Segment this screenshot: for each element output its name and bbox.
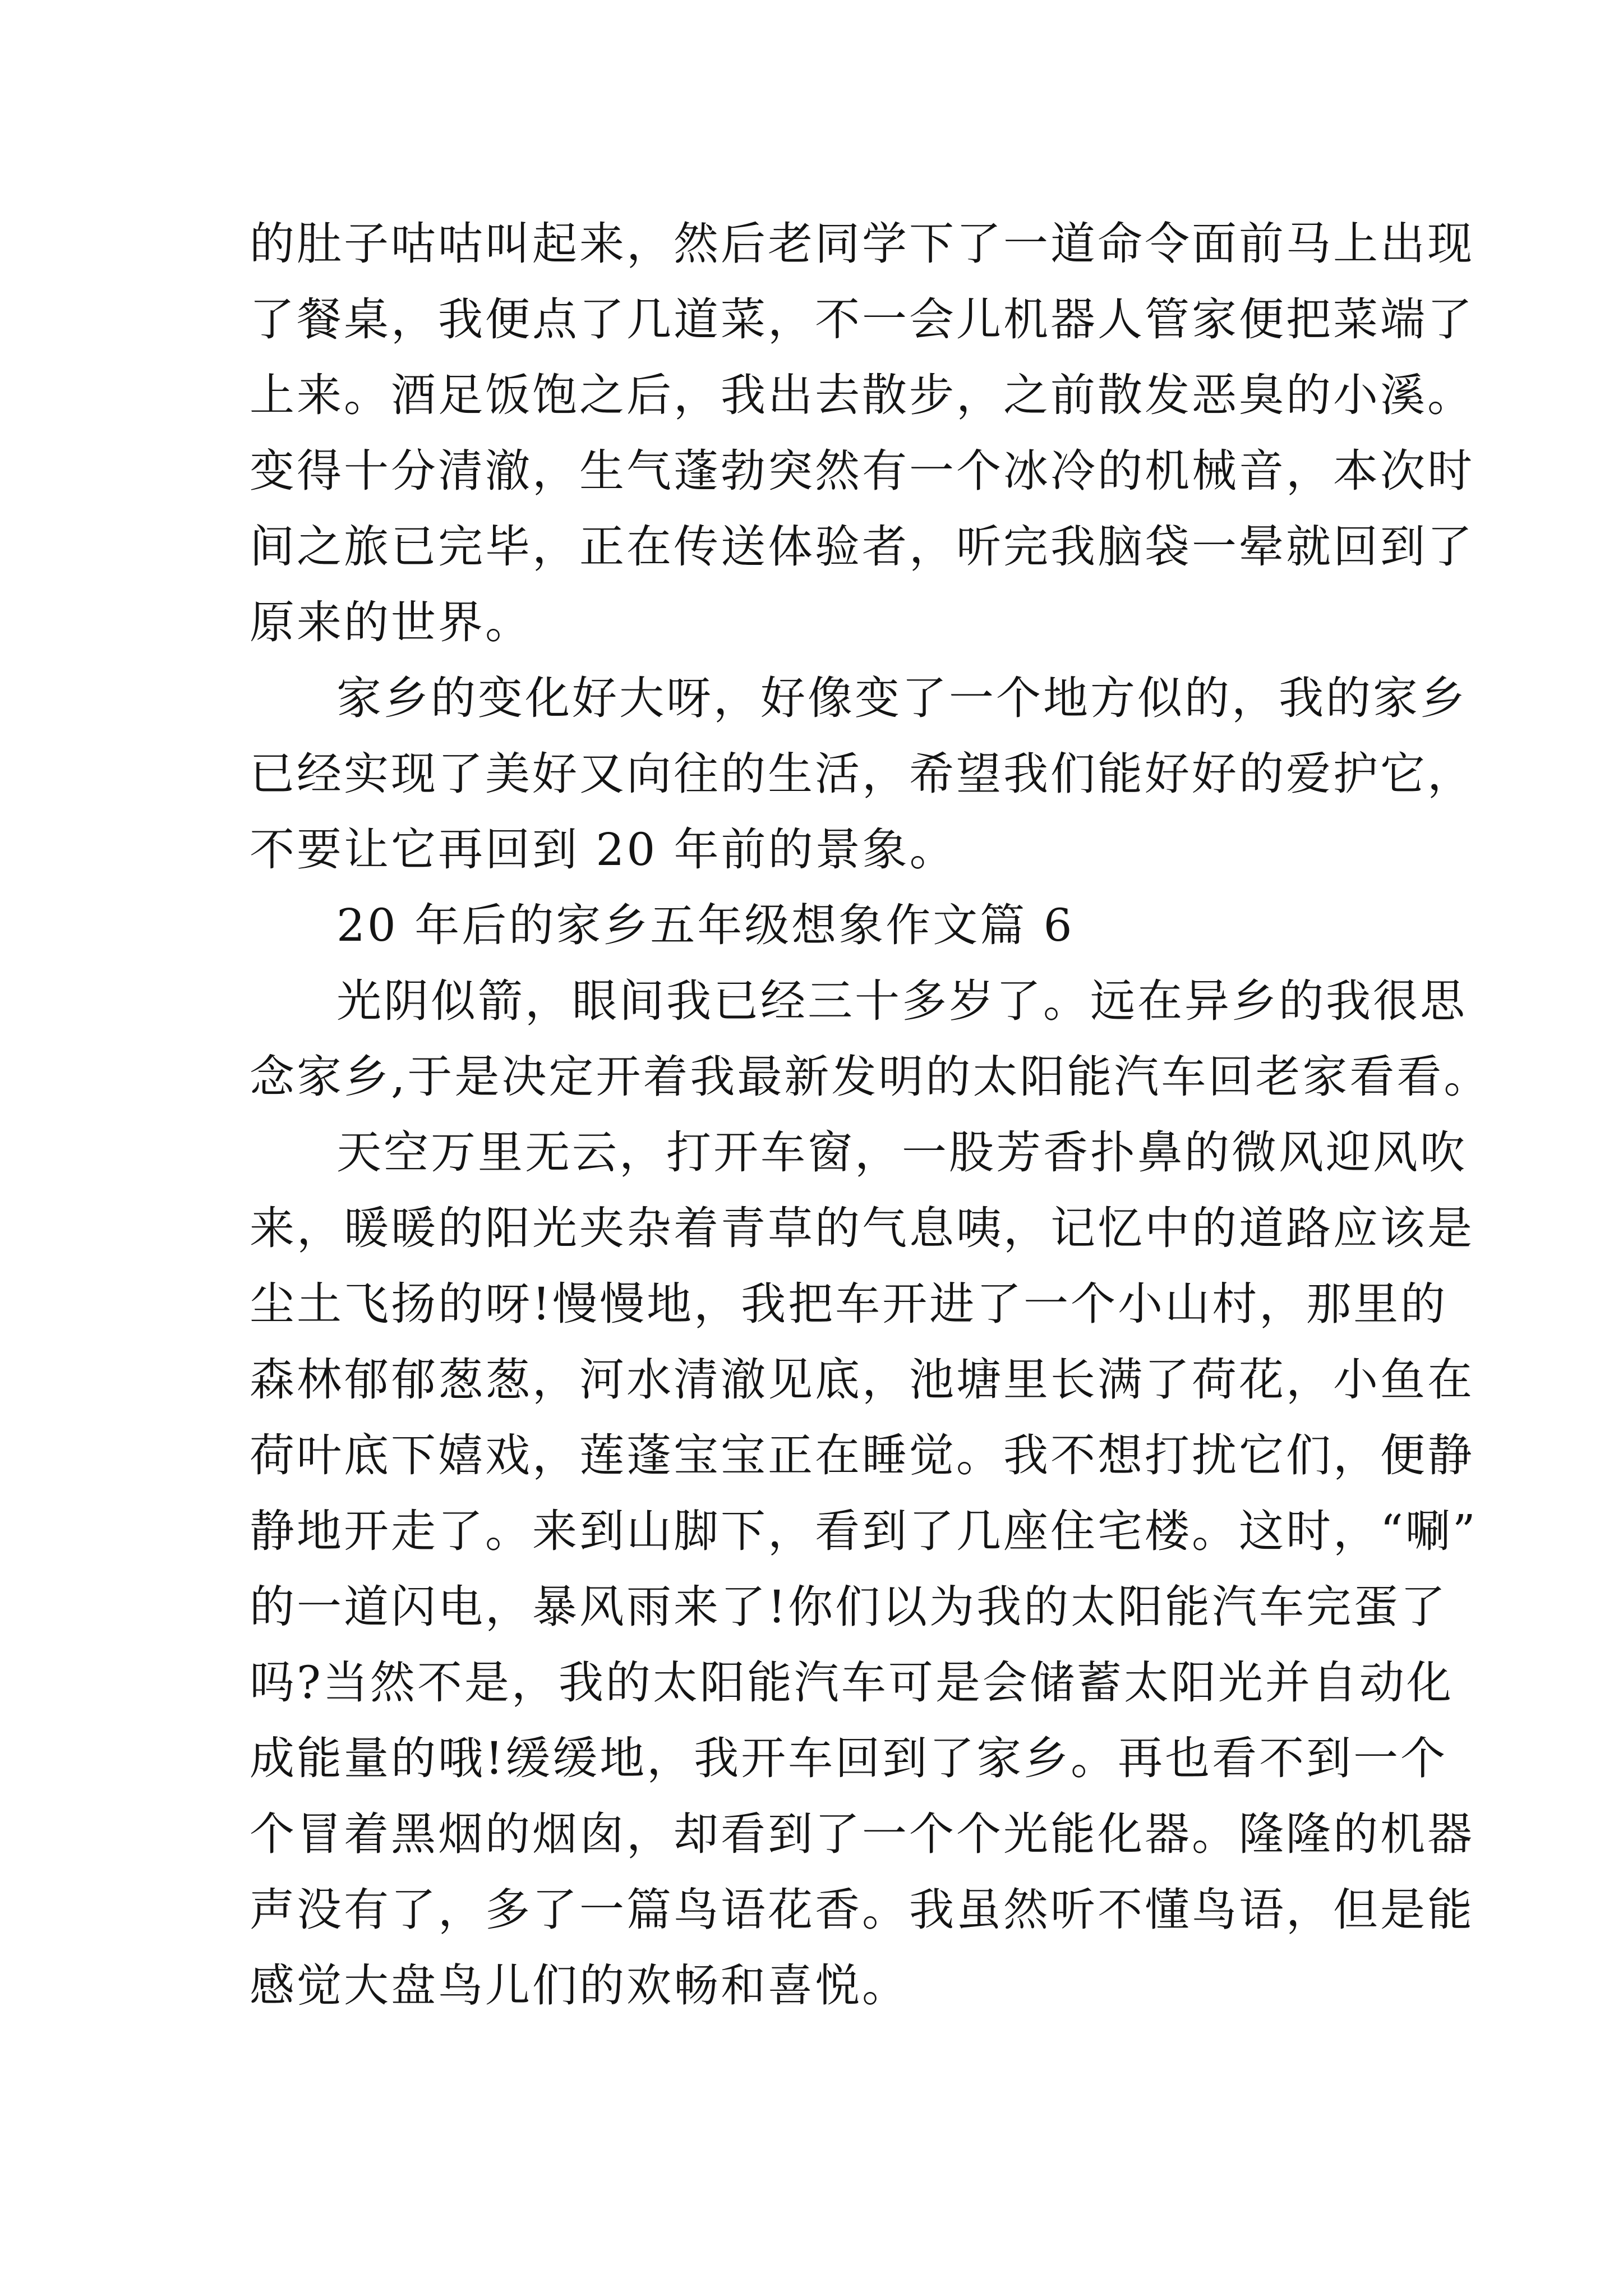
section-heading: 20 年后的家乡五年级想象作文篇 6 <box>336 899 1075 951</box>
text-line: 成能量的哦!缓缓地，我开车回到了家乡。再也看不到一个 <box>250 1732 1448 1784</box>
text-line: 感觉大盘鸟儿们的欢畅和喜悦。 <box>250 1959 909 2012</box>
paragraph-start-line: 光阴似箭，眼间我已经三十多岁了。远在异乡的我很思 <box>336 975 1467 1027</box>
text-line: 间之旅已完毕，正在传送体验者，听完我脑袋一晕就回到了 <box>250 521 1474 573</box>
text-line: 念家乡,于是决定开着我最新发明的太阳能汽车回老家看看。 <box>250 1051 1491 1103</box>
text-line: 变得十分清澈，生气蓬勃突然有一个冰冷的机械音，本次时 <box>250 445 1474 497</box>
text-line: 不要让它再回到 20 年前的景象。 <box>250 823 957 876</box>
paragraph-start-line: 家乡的变化好大呀，好像变了一个地方似的，我的家乡 <box>336 672 1467 724</box>
paragraph-start-line: 天空万里无云，打开车窗，一股芳香扑鼻的微风迎风吹 <box>336 1126 1467 1179</box>
text-line: 声没有了，多了一篇鸟语花香。我虽然听不懂鸟语，但是能 <box>250 1884 1474 1936</box>
text-line: 上来。酒足饭饱之后，我出去散步，之前散发恶臭的小溪。 <box>250 369 1474 421</box>
text-line: 森林郁郁葱葱，河水清澈见底，池塘里长满了荷花，小鱼在 <box>250 1354 1474 1406</box>
text-line: 原来的世界。 <box>250 596 532 648</box>
text-line: 荷叶底下嬉戏，莲蓬宝宝正在睡觉。我不想打扰它们，便静 <box>250 1429 1474 1481</box>
text-line: 来，暖暖的阳光夹杂着青草的气息咦，记忆中的道路应该是 <box>250 1202 1474 1254</box>
text-line: 的一道闪电，暴风雨来了!你们以为我的太阳能汽车完蛋了 <box>250 1581 1448 1633</box>
text-line: 尘土飞扬的呀!慢慢地，我把车开进了一个小山村，那里的 <box>250 1278 1448 1330</box>
text-line: 的肚子咕咕叫起来，然后老同学下了一道命令面前马上出现 <box>250 218 1474 270</box>
text-line: 已经实现了美好又向往的生活，希望我们能好好的爱护它， <box>250 748 1474 800</box>
text-line: 个冒着黑烟的烟囱，却看到了一个个光能化器。隆隆的机器 <box>250 1808 1474 1860</box>
text-line: 了餐桌，我便点了几道菜，不一会儿机器人管家便把菜端了 <box>250 293 1474 346</box>
text-line: 吗?当然不是，我的太阳能汽车可是会储蓄太阳光并自动化 <box>250 1657 1454 1709</box>
text-line: 静地开走了。来到山脚下，看到了几座住宅楼。这时，“唰” <box>250 1505 1478 1557</box>
